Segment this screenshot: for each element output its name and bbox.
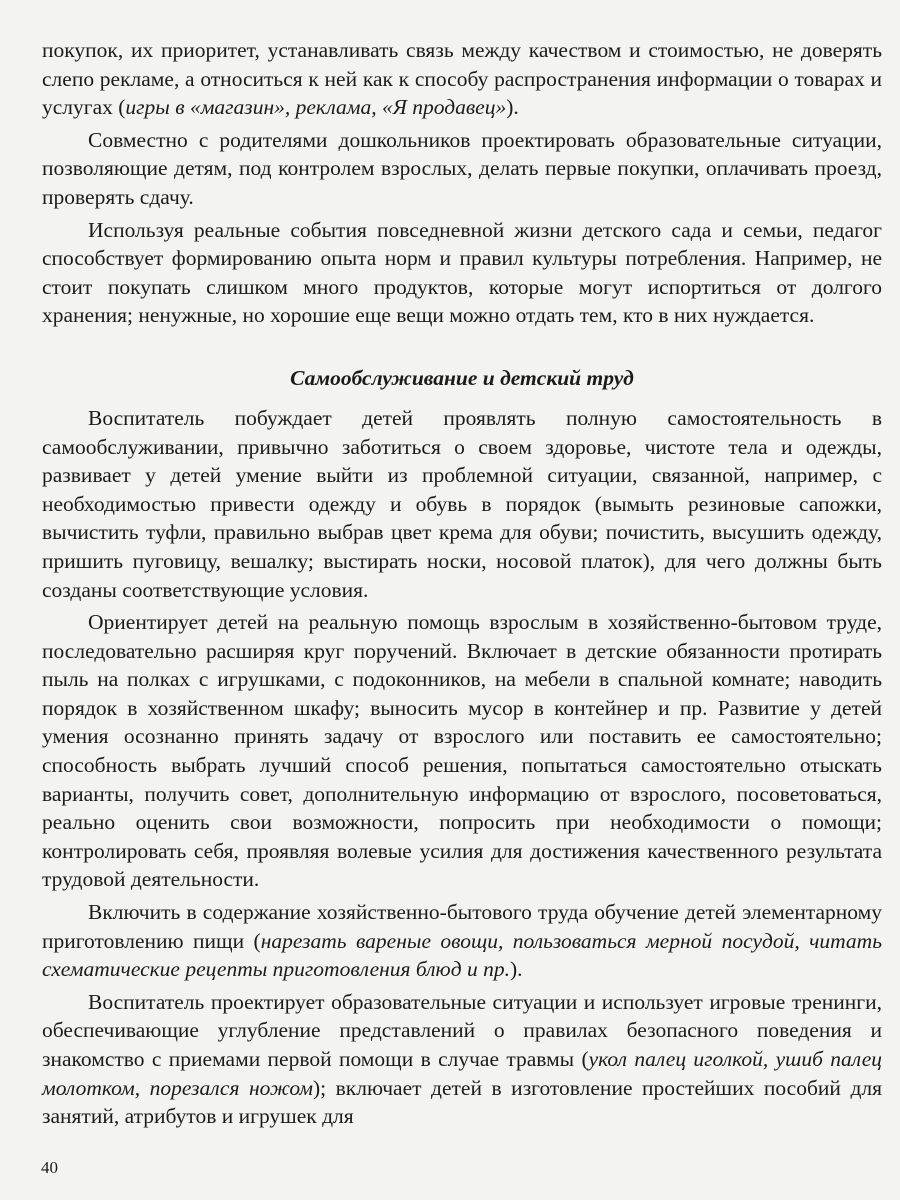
page-number: 40 (41, 1158, 58, 1177)
paragraph-household-work: Ориентирует детей на реальную помощь взрослым в хозяйственно-бытовом труде, последовательно расширяя круг поручений. Включает в детские обязанности протирать пыль на полках с игрушками, с подоконников, на мебели в спальной комнате; наводить порядок в хозяйственном шкафу; выносить мусор в контейнер и пр. Развитие у детей умения осознанно принять задачу от взрослого или поставить ее самостоятельно; способность выбрать лучший способ решения, попытаться самостоятельно отыскать варианты, получить совет, дополнительную информацию от взрослого, посоветоваться, реально оценить свои возможности, попросить при необходимости о помощи; контролировать себя, проявляя волевые усилия для достижения качественного результата трудовой деятельности. (42, 610, 882, 892)
paragraph-parents: Совместно с родителями дошкольников проектировать образовательные ситуации, позволяющие детям, под контролем взрослых, делать первые покупки, оплачивать проезд, проверять сдачу. (42, 127, 882, 209)
paragraph-safety: Воспитатель проектирует образовательные ситуации и использует игровые тренинги, обеспечивающие углубление представлений о правилах безопасного поведения и знакомство с приемами первой помощи в случае травмы (укол палец иголкой, ушиб палец молотком, порезался ножом); включает детей в изготовление простейших пособий для занятий, атрибутов и игрушек для (42, 989, 883, 1129)
paragraph-consumer-skills: покупок, их приоритет, устанавливать связь между качеством и стоимостью, не доверять слепо рекламе, а относиться к ней как к способу распространения информации о товарах и услугах (игры в «магазин», реклама, «Я продавец»). (42, 38, 882, 120)
paragraph-everyday-events: Используя реальные события повседневной жизни детского сада и семьи, педагог способствует формированию опыта норм и правил культуры потребления. Например, не стоит покупать слишком много продуктов, которые могут испортиться от долгого хранения; ненужные, но хорошие еще вещи можно отдать тем, кто в них нуждается. (42, 217, 882, 328)
section-heading: Самообслуживание и детский труд (290, 365, 634, 390)
italic-examples: укол палец иголкой, ушиб палец молотком, порезался ножом (42, 1047, 882, 1100)
italic-examples: игры в «магазин», реклама, «Я продавец» (125, 95, 507, 120)
paragraph-cooking: Включить в содержание хозяйственно-бытового труда обучение детей элементарному приготовлению пищи (нарезать вареные овощи, пользоваться мерной посудой, читать схематические рецепты приготовления блюд и пр.). (42, 900, 882, 982)
italic-examples: нарезать вареные овощи, пользоваться мерной посудой, читать схематические рецепты приготовления блюд и пр. (42, 928, 882, 982)
paragraph-self-service: Воспитатель побуждает детей проявлять полную самостоятельность в самообслуживании, привычно заботиться о своем здоровье, чистоте тела и одежды, развивает у детей умение выйти из проблемной ситуации, связанной, например, с необходимостью привести одежду и обувь в порядок (вымыть резиновые сапожки, вычистить туфли, правильно выбрав цвет крема для обуви; почистить, высушить одежду, пришить пуговицу, вешалку; выстирать носки, носовой платок), для чего должны быть созданы соответствующие условия. (42, 405, 882, 602)
